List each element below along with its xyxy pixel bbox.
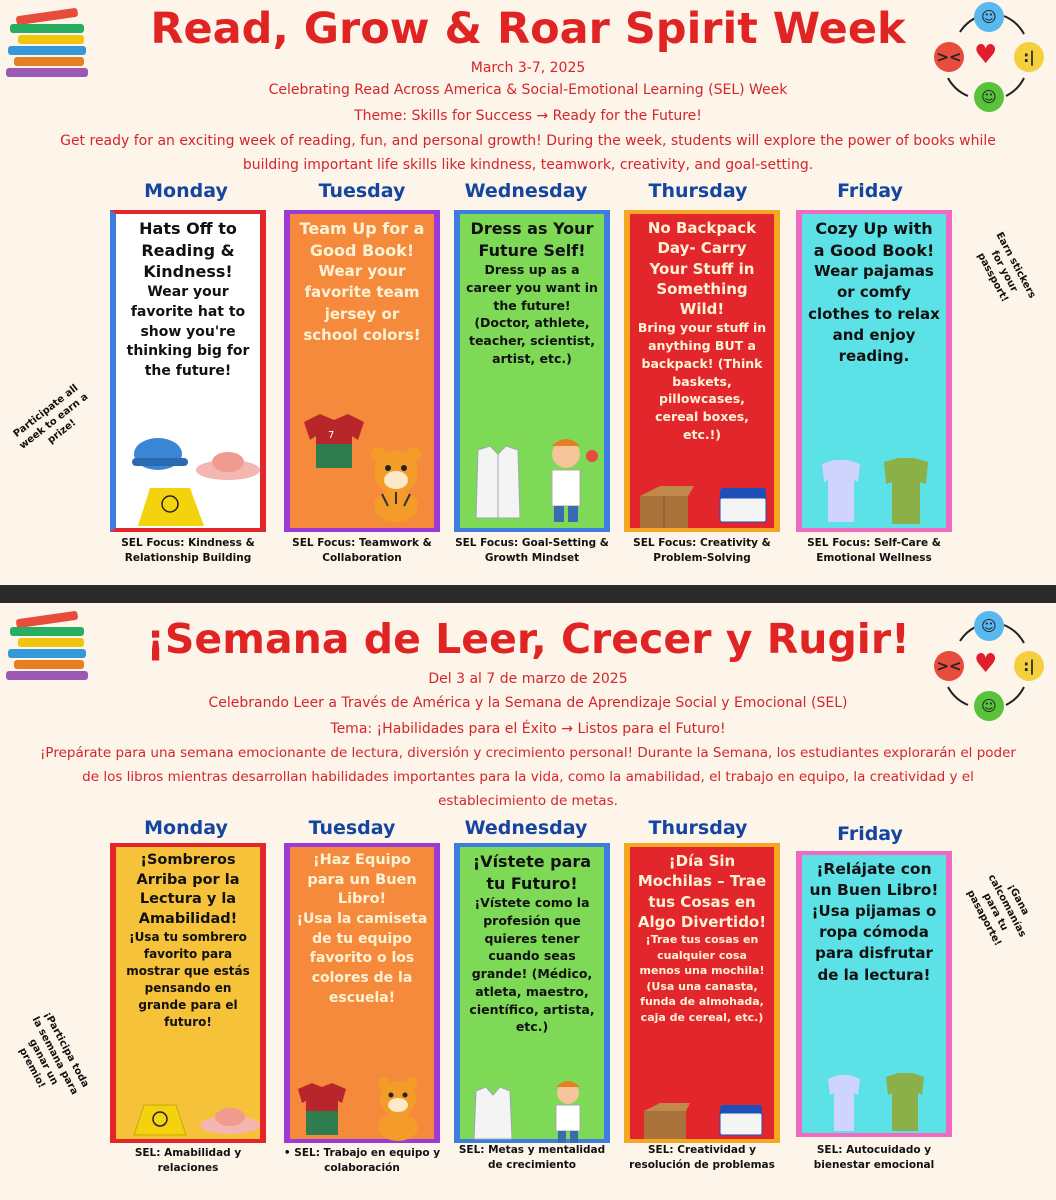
cooler-icon [716, 482, 772, 526]
thursday-title: ¡Día Sin Mochilas – Trae tus Cosas en Algo Divertido! [637, 852, 767, 931]
event-date: Del 3 al 7 de marzo de 2025 [428, 671, 628, 687]
tiger-icon [364, 1077, 432, 1143]
prize-note: Participate all week to earn a prize! [11, 382, 91, 452]
thursday-title: No Backpack Day- Carry Your Stuff in Something Wild! [647, 219, 757, 318]
emotion-wheel-icon: ☺ :| ☺ >< ♥ [932, 2, 1042, 112]
wednesday-card [454, 843, 610, 1143]
day-label-monday: Monday [144, 817, 228, 839]
monday-body: ¡Usa tu sombrero favorito para mostrar que estás pensando en grande para el futuro! [126, 930, 250, 1030]
section-divider [0, 585, 1056, 603]
intro-text-line-1: ¡Prepárate para una semana emocionante de lectura, diversión y crecimiento personal! Durante la Semana, los estudiantes explorarán el poder [40, 745, 1016, 761]
tiger-icon [360, 446, 434, 526]
hat-icon [124, 1075, 264, 1141]
svg-text:7: 7 [328, 430, 335, 441]
wednesday-body: Dress up as a career you want in the future! (Doctor, athlete, teacher, scientist, artist, etc.) [466, 262, 598, 366]
tuesday-body: ¡Usa la camiseta de tu equipo favorito o los colores de la escuela! [296, 910, 428, 1007]
thursday-body: ¡Trae tus cosas en cualquier cosa menos una mochila! (Usa una canasta, funda de almohada, caja de cereal, etc.) [639, 933, 765, 1025]
day-label-tuesday: Tuesday [308, 817, 396, 839]
monday-body: Wear your favorite hat to show you're thinking big for the future! [126, 283, 250, 380]
tuesday-title: Team Up for a Good Book! [299, 219, 425, 260]
friday-title: ¡Relájate con un Buen Libro! [809, 860, 939, 899]
event-theme: Tema: ¡Habilidades para el Éxito → Listos para el Futuro! [330, 721, 726, 737]
page-title: Read, Grow & Roar Spirit Week [150, 4, 906, 54]
tuesday-sel-focus: • SEL: Trabajo en equipo y colaboración [283, 1147, 441, 1175]
jersey-icon [292, 1079, 352, 1141]
event-subtitle: Celebrando Leer a Través de América y la Semana de Aprendizaje Social y Emocional (SEL) [208, 695, 848, 711]
wednesday-card [454, 210, 610, 532]
wednesday-sel-focus: SEL Focus: Goal-Setting & Growth Mindset [455, 537, 609, 565]
cooler-icon [716, 1101, 768, 1141]
passport-note: ¡Gana calcomanías para tu pasaporte! [964, 872, 1031, 948]
thursday-card [624, 843, 780, 1143]
english-flyer [0, 0, 1056, 585]
day-label-wednesday: Wednesday [464, 180, 588, 202]
wednesday-title: ¡Vístete para tu Futuro! [472, 852, 592, 893]
friday-sel-focus: SEL Focus: Self-Care & Emotional Wellness [807, 537, 941, 565]
day-label-monday: Monday [144, 180, 228, 202]
event-subtitle: Celebrating Read Across America & Social-Emotional Learning (SEL) Week [268, 82, 788, 98]
day-label-friday: Friday [837, 823, 903, 845]
day-label-thursday: Thursday [648, 817, 748, 839]
day-label-tuesday: Tuesday [318, 180, 406, 202]
wednesday-body: ¡Vístete como la profesión que quieres tener cuando seas grande! (Médico, atleta, maestro, científico, artista, etc.) [469, 895, 595, 1035]
monday-sel-focus: SEL: Amabilidad y relaciones [134, 1147, 242, 1175]
friday-body: Wear pajamas or comfy clothes to relax and enjoy reading. [808, 262, 940, 366]
friday-card [796, 210, 952, 532]
emotion-wheel-icon: ☺ :| ☺ >< ♥ [932, 611, 1042, 721]
intro-text-line-1: Get ready for an exciting week of reading, fun, and personal growth! During the week, students will explore the power of books while [60, 133, 996, 149]
tuesday-sel-focus: SEL Focus: Teamwork & Collaboration [292, 537, 432, 565]
monday-card [110, 210, 266, 532]
thursday-sel-focus: SEL Focus: Creativity & Problem-Solving [633, 537, 771, 565]
friday-body: ¡Usa pijamas o ropa cómoda para disfrutar de la lectura! [811, 901, 937, 984]
monday-card [110, 843, 266, 1143]
passport-note: Earn stickers for your passport! [974, 230, 1038, 305]
friday-sel-focus: SEL: Autocuidado y bienestar emocional [813, 1144, 935, 1172]
wednesday-title: Dress as Your Future Self! [470, 219, 594, 260]
day-label-thursday: Thursday [648, 180, 748, 202]
scientist-icon [530, 436, 604, 526]
tuesday-card [284, 843, 440, 1143]
event-theme: Theme: Skills for Success → Ready for the Future! [354, 108, 702, 124]
tuesday-card [284, 210, 440, 532]
day-label-friday: Friday [837, 180, 903, 202]
intro-text-line-3: establecimiento de metas. [438, 793, 618, 809]
prize-note: ¡Participa toda la semana para ganar un premio! [16, 1010, 91, 1097]
intro-text-line-2: building important life skills like kindness, teamwork, creativity, and goal-setting. [242, 157, 814, 173]
day-label-wednesday: Wednesday [464, 817, 588, 839]
pajamas-icon [824, 1073, 934, 1135]
tuesday-body: Wear your favorite team jersey or school colors! [303, 262, 421, 345]
box-icon [640, 1099, 700, 1143]
lab-coat-icon [468, 1087, 518, 1141]
monday-title: Hats Off to Reading & Kindness! [139, 219, 237, 282]
intro-text-line-2: de los libros mientras desarrollan habilidades importantes para la vida, como la amabilidad, el trabajo en equipo, la creatividad y el [82, 769, 974, 785]
tuesday-title: ¡Haz Equipo para un Buen Libro! [307, 852, 417, 908]
page-title: ¡Semana de Leer, Crecer y Rugir! [146, 615, 910, 663]
thursday-sel-focus: SEL: Creatividad y resolución de problemas [629, 1144, 775, 1172]
event-date: March 3-7, 2025 [470, 60, 586, 76]
friday-title: Cozy Up with a Good Book! [813, 219, 935, 260]
friday-card [796, 851, 952, 1137]
wednesday-sel-focus: SEL: Metas y mentalidad de crecimiento [458, 1144, 606, 1172]
thursday-body: Bring your stuff in anything BUT a backpack! (Think baskets, pillowcases, cereal boxes, etc.!) [637, 320, 767, 442]
hat-icon [124, 430, 264, 530]
spanish-flyer [0, 603, 1056, 1200]
monday-sel-focus: SEL Focus: Kindness & Relationship Building [121, 537, 255, 565]
monday-title: ¡Sombreros Arriba por la Lectura y la Amabilidad! [136, 852, 240, 927]
scientist-icon [536, 1079, 600, 1143]
thursday-card [624, 210, 780, 532]
pajamas-icon [818, 458, 942, 528]
lab-coat-icon [468, 444, 528, 524]
